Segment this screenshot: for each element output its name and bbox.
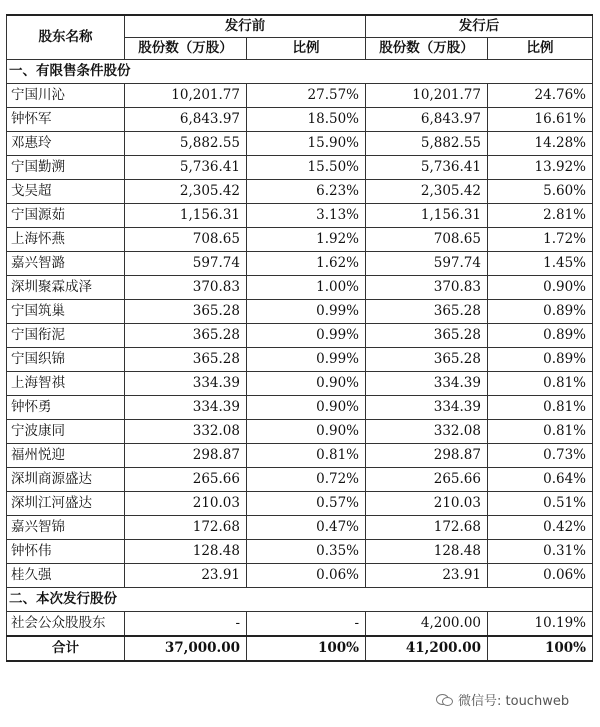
watermark [436,690,569,709]
cell-after-ratio: 0.73% [488,444,593,468]
cell-before-ratio: 0.81% [247,444,366,468]
cell-before-shares: 5,736.41 [125,156,247,180]
cell-shareholder-name: 宁国川沁 [7,84,125,108]
cell-before-shares: 334.39 [125,372,247,396]
table-row [7,516,593,540]
cell-after-shares: 5,882.55 [366,132,488,156]
section-offering-shares: 二、本次发行股份 [7,588,593,612]
cell-before-ratio: 1.92% [247,228,366,252]
table-row [7,324,593,348]
cell-before-shares: 597.74 [125,252,247,276]
table-row [7,252,593,276]
cell-after-shares: 210.03 [366,492,488,516]
cell-before-ratio: 0.06% [247,564,366,588]
cell-before-ratio: 0.99% [247,324,366,348]
header-before-offering: 发行前 [125,15,366,38]
cell-before-ratio: 0.90% [247,396,366,420]
table-row [7,84,593,108]
section-restricted-shares: 一、有限售条件股份 [7,60,593,84]
cell-before-shares: 370.83 [125,276,247,300]
table-row [7,276,593,300]
cell-before-ratio: 100% [247,636,366,661]
table-row [7,540,593,564]
cell-before-shares: 365.28 [125,300,247,324]
cell-after-shares: 172.68 [366,516,488,540]
cell-before-shares: 265.66 [125,468,247,492]
cell-shareholder-name: 宁国衔泥 [7,324,125,348]
header-after-offering: 发行后 [366,15,593,38]
cell-before-shares: 6,843.97 [125,108,247,132]
table-row [7,444,593,468]
cell-shareholder-name: 社会公众股股东 [7,612,125,637]
cell-before-ratio: 0.99% [247,300,366,324]
cell-before-ratio: 27.57% [247,84,366,108]
cell-before-ratio: 0.90% [247,420,366,444]
cell-shareholder-name: 合计 [7,636,125,661]
cell-shareholder-name: 宁波康同 [7,420,125,444]
cell-after-ratio: 10.19% [488,612,593,637]
table-row [7,348,593,372]
cell-after-shares: 1,156.31 [366,204,488,228]
cell-after-ratio: 100% [488,636,593,661]
cell-after-ratio: 0.06% [488,564,593,588]
cell-before-shares: 210.03 [125,492,247,516]
cell-shareholder-name: 深圳江河盛达 [7,492,125,516]
cell-before-ratio: 3.13% [247,204,366,228]
cell-before-shares: 23.91 [125,564,247,588]
table-row [7,564,593,588]
cell-shareholder-name: 深圳聚霖成泽 [7,276,125,300]
cell-shareholder-name: 嘉兴智锦 [7,516,125,540]
cell-after-ratio: 0.51% [488,492,593,516]
cell-after-ratio: 0.90% [488,276,593,300]
cell-before-shares: 2,305.42 [125,180,247,204]
wechat-icon [436,693,454,707]
cell-after-shares: 4,200.00 [366,612,488,637]
cell-shareholder-name: 宁国源茹 [7,204,125,228]
cell-shareholder-name: 宁国织锦 [7,348,125,372]
cell-after-ratio: 0.81% [488,372,593,396]
cell-after-ratio: 24.76% [488,84,593,108]
cell-after-shares: 597.74 [366,252,488,276]
cell-before-ratio: - [247,612,366,637]
cell-before-ratio: 0.35% [247,540,366,564]
cell-shareholder-name: 钟怀勇 [7,396,125,420]
cell-after-ratio: 1.72% [488,228,593,252]
cell-shareholder-name: 桂久强 [7,564,125,588]
cell-after-ratio: 13.92% [488,156,593,180]
table-row [7,396,593,420]
cell-before-ratio: 0.47% [247,516,366,540]
cell-after-ratio: 2.81% [488,204,593,228]
cell-shareholder-name: 宁国勤溯 [7,156,125,180]
header-after-ratio: 比例 [488,38,593,60]
cell-after-ratio: 14.28% [488,132,593,156]
cell-before-shares: 128.48 [125,540,247,564]
header-shareholder-name: 股东名称 [7,15,125,60]
cell-before-ratio: 1.62% [247,252,366,276]
cell-after-shares: 2,305.42 [366,180,488,204]
cell-before-shares: 708.65 [125,228,247,252]
cell-before-ratio: 0.57% [247,492,366,516]
cell-after-shares: 265.66 [366,468,488,492]
cell-shareholder-name: 宁国筑巢 [7,300,125,324]
table-row [7,108,593,132]
cell-before-ratio: 0.90% [247,372,366,396]
cell-after-shares: 365.28 [366,300,488,324]
header-after-shares: 股份数（万股） [366,38,488,60]
cell-before-shares: 365.28 [125,348,247,372]
cell-after-shares: 365.28 [366,348,488,372]
cell-after-ratio: 0.42% [488,516,593,540]
cell-before-ratio: 0.99% [247,348,366,372]
cell-before-ratio: 1.00% [247,276,366,300]
table-row [7,492,593,516]
cell-before-shares: 298.87 [125,444,247,468]
cell-after-ratio: 0.31% [488,540,593,564]
cell-after-ratio: 0.81% [488,396,593,420]
table-row [7,636,593,661]
cell-before-shares: 172.68 [125,516,247,540]
table-row [7,468,593,492]
cell-before-ratio: 15.50% [247,156,366,180]
cell-after-ratio: 16.61% [488,108,593,132]
cell-after-shares: 5,736.41 [366,156,488,180]
cell-after-ratio: 1.45% [488,252,593,276]
cell-after-shares: 41,200.00 [366,636,488,661]
cell-before-shares: 332.08 [125,420,247,444]
cell-after-shares: 334.39 [366,396,488,420]
cell-after-shares: 708.65 [366,228,488,252]
cell-after-ratio: 0.89% [488,348,593,372]
cell-before-ratio: 18.50% [247,108,366,132]
cell-before-ratio: 6.23% [247,180,366,204]
table-row [7,228,593,252]
cell-before-shares: 1,156.31 [125,204,247,228]
cell-after-ratio: 5.60% [488,180,593,204]
cell-shareholder-name: 上海怀燕 [7,228,125,252]
shareholding-table [6,14,593,662]
cell-shareholder-name: 戈吴超 [7,180,125,204]
cell-after-shares: 370.83 [366,276,488,300]
cell-after-shares: 23.91 [366,564,488,588]
table-row [7,420,593,444]
table-row [7,132,593,156]
cell-shareholder-name: 上海智祺 [7,372,125,396]
cell-before-ratio: 15.90% [247,132,366,156]
cell-before-shares: 10,201.77 [125,84,247,108]
table-row [7,300,593,324]
cell-after-shares: 10,201.77 [366,84,488,108]
cell-after-ratio: 0.81% [488,420,593,444]
cell-shareholder-name: 福州悦迎 [7,444,125,468]
cell-after-shares: 334.39 [366,372,488,396]
cell-before-shares: 5,882.55 [125,132,247,156]
cell-before-shares: 37,000.00 [125,636,247,661]
cell-after-shares: 365.28 [366,324,488,348]
header-before-ratio: 比例 [247,38,366,60]
cell-after-shares: 332.08 [366,420,488,444]
cell-shareholder-name: 邓惠玲 [7,132,125,156]
table-row [7,180,593,204]
header-before-shares: 股份数（万股） [125,38,247,60]
cell-before-shares: 365.28 [125,324,247,348]
table-row [7,156,593,180]
cell-after-ratio: 0.89% [488,324,593,348]
cell-after-ratio: 0.89% [488,300,593,324]
cell-after-shares: 128.48 [366,540,488,564]
cell-before-shares: 334.39 [125,396,247,420]
table-row [7,204,593,228]
cell-shareholder-name: 钟怀军 [7,108,125,132]
cell-after-ratio: 0.64% [488,468,593,492]
watermark-text: 微信号: touchweb [458,694,570,709]
cell-before-shares: - [125,612,247,637]
cell-shareholder-name: 深圳商源盛达 [7,468,125,492]
cell-shareholder-name: 嘉兴智潞 [7,252,125,276]
cell-after-shares: 298.87 [366,444,488,468]
cell-after-shares: 6,843.97 [366,108,488,132]
cell-before-ratio: 0.72% [247,468,366,492]
table-row [7,372,593,396]
table-row [7,612,593,637]
cell-shareholder-name: 钟怀伟 [7,540,125,564]
